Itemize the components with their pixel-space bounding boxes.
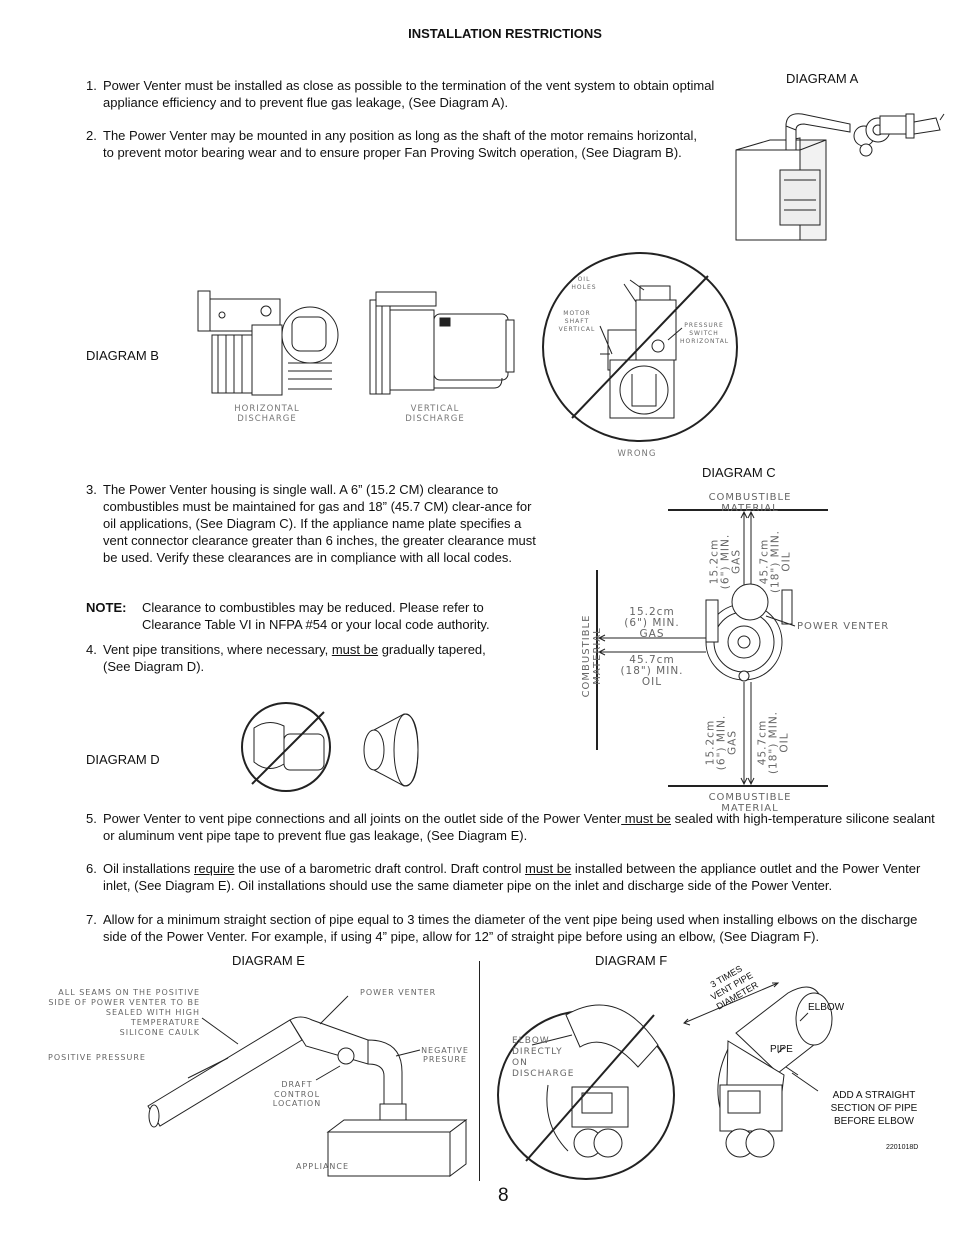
elbow-caption: ELBOW xyxy=(808,1002,845,1013)
seams-caption: ALL SEAMS ON THE POSITIVE SIDE OF POWER VENTER TO BE SEALED WITH HIGH TEMPERATURE SILICONE CAULK xyxy=(48,988,200,1037)
list-item: 2. The Power Venter may be mounted in any position as long as the shaft of the motor remains horizontal, to prevent motor bearing wear and to ensure proper Fan Proving Switch operation, (See Diagram B). xyxy=(86,128,697,160)
horizontal-discharge-caption: HORIZONTAL DISCHARGE xyxy=(234,404,300,424)
note-text: Clearance to combustibles may be reduced. Please refer to Clearance Table VI in NFPA #54 or your local code authority. xyxy=(142,600,490,632)
diagram-b-vertical-figure xyxy=(366,290,522,400)
power-venter-label: POWER VENTER xyxy=(797,621,890,632)
diagram-b-horizontal-figure xyxy=(192,285,342,405)
combustible-top-label: COMBUSTIBLE MATERIAL xyxy=(708,492,792,514)
list-item: 5. Power Venter to vent pipe connections and all joints on the outlet side of the Power Venter must be sealed with high-temperature silicone sealant or aluminum vent pipe tape to prevent flue gas leakage, (See Diagram E). xyxy=(86,811,935,843)
note xyxy=(86,599,516,633)
diagram-d-label: DIAGRAM D xyxy=(86,752,160,767)
diagram-a-label: DIAGRAM A xyxy=(786,71,859,86)
diagram-a-figure xyxy=(730,100,950,250)
note-label: NOTE: xyxy=(86,600,127,615)
add-straight-caption: ADD A STRAIGHT SECTION OF PIPE BEFORE ELBOW xyxy=(830,1090,918,1127)
wrong-caption: WRONG xyxy=(617,449,657,459)
vertical-discharge-caption: VERTICAL DISCHARGE xyxy=(405,404,465,424)
combustible-bottom-label: COMBUSTIBLE MATERIAL xyxy=(708,792,792,814)
diagram-divider xyxy=(479,961,480,1181)
power-venter-caption: POWER VENTER xyxy=(360,988,437,997)
draft-control-caption: DRAFT CONTROL LOCATION xyxy=(272,1080,322,1108)
page-title: INSTALLATION RESTRICTIONS xyxy=(408,26,602,41)
bottom-oil-label: 45.7cm (18") MIN. OIL xyxy=(756,710,791,775)
oil-holes-caption: OIL HOLES xyxy=(571,276,597,291)
page-number: 8 xyxy=(498,1185,509,1206)
pressure-switch-caption: PRESSURE SWITCH HORIZONTAL xyxy=(680,322,730,345)
top-gas-label: 15.2cm (6") MIN. GAS xyxy=(708,533,743,590)
list-item: 6. Oil installations require the use of a barometric draft control. Draft control must be installed between the appliance outlet and the Power Venter inlet, (See Diagram E). Oil installations should use the same diameter pipe on the inlet and discharge side of the Power Venter. xyxy=(86,861,921,893)
diagram-f-label: DIAGRAM F xyxy=(595,953,668,968)
list-item: 7. Allow for a minimum straight section of pipe equal to 3 times the diameter of the vent pipe being used when installing elbows on the discharge side of the Power Venter. For example, if using 4” pipe, allow for 12” of straight pipe before using an elbow, (See Diagram F). xyxy=(86,912,918,944)
top-oil-label: 45.7cm (18") MIN. OIL xyxy=(758,529,793,594)
diagram-c-label: DIAGRAM C xyxy=(702,465,776,480)
combustible-left-label: COMBUSTIBLE MATERIAL xyxy=(581,614,603,698)
diagram-d-figure xyxy=(238,700,438,794)
part-number: 2201018D xyxy=(886,1144,919,1151)
bottom-gas-label: 15.2cm (6") MIN. GAS xyxy=(704,714,739,771)
left-oil-label: 45.7cm (18") MIN. OIL xyxy=(620,654,684,688)
diagram-e-label: DIAGRAM E xyxy=(232,953,305,968)
left-gas-label: 15.2cm (6") MIN. GAS xyxy=(624,606,680,640)
three-times-caption: 3 TIMES VENT PIPE DIAMETER xyxy=(708,963,760,1012)
diagram-b-label: DIAGRAM B xyxy=(86,348,159,363)
elbow-directly-caption: ELBOW DIRECTLY ON DISCHARGE xyxy=(512,1036,575,1079)
list-item: 4. Vent pipe transitions, where necessary, must be gradually tapered, (See Diagram D). xyxy=(86,642,486,674)
motor-shaft-caption: MOTOR SHAFT VERTICAL xyxy=(558,310,596,333)
negative-pressure-caption: NEGATIVE PRESURE xyxy=(421,1046,469,1064)
pipe-caption: PIPE xyxy=(770,1044,793,1055)
positive-pressure-caption: POSITIVE PRESSURE xyxy=(48,1053,146,1062)
appliance-caption: APPLIANCE xyxy=(296,1162,350,1171)
list-item: 1. Power Venter must be installed as close as possible to the termination of the vent system to obtain optimal appliance efficiency and to prevent flue gas leakage, (See Diagram A). xyxy=(86,78,715,110)
list-item: 3. The Power Venter housing is single wall. A 6” (15.2 CM) clearance to combustibles must be maintained for gas and 18” (45.7 CM) clear-ance for oil applications, (See Diagram C). If the appliance name plate specifies a vent connector clearance greater than 6 inches, the greater clearance must be used. Verify these clearances are in compliance with all local codes. xyxy=(86,482,536,565)
